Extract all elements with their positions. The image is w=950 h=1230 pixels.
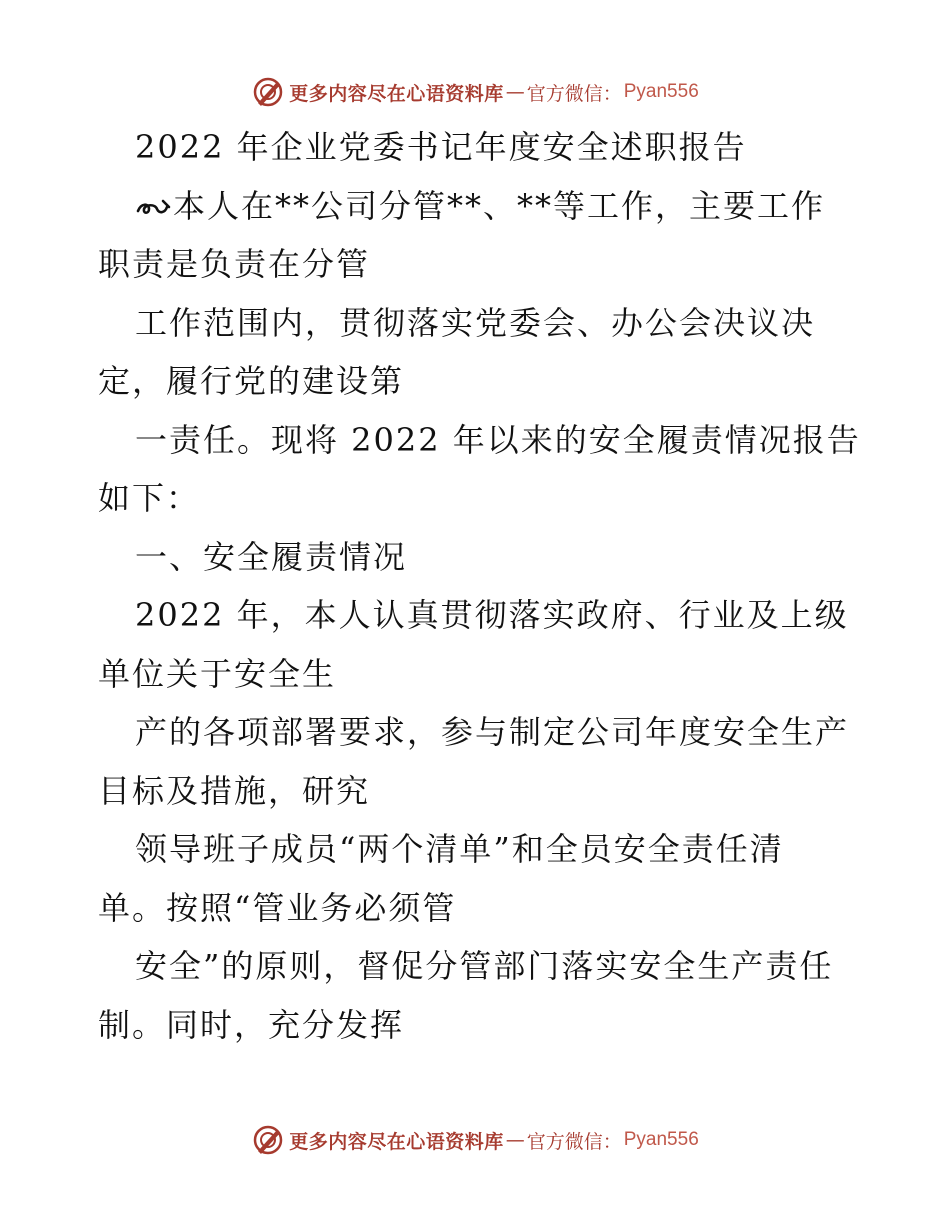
logo-pen-icon xyxy=(251,75,285,109)
flourish-icon xyxy=(135,195,173,219)
paragraph-line: 单位关于安全生 xyxy=(98,654,337,693)
banner-wechat-id: Pyan556 xyxy=(623,1129,699,1150)
paragraph-line: 工作范围内，贯彻落实党委会、办公会决议决 xyxy=(135,303,816,342)
footer-banner xyxy=(0,1120,950,1160)
paragraph-line: 如下： xyxy=(98,479,201,517)
paragraph-line: 单。按照“管业务必须管 xyxy=(98,888,457,927)
paragraph-line: 2022 年，本人认真贯彻落实政府、行业及上级 xyxy=(135,596,849,634)
paragraph-line: 职责是负责在分管 xyxy=(98,245,371,283)
banner-dash: — xyxy=(505,81,525,103)
section-heading: 一、安全履责情况 xyxy=(135,537,408,576)
logo-pen-icon xyxy=(251,1123,285,1157)
paragraph-line xyxy=(98,177,858,236)
paragraph-text: 本人在**公司分管**、**等工作，主要工作 xyxy=(173,186,826,225)
document-body xyxy=(98,118,861,1054)
paragraph-line: 制。同时，充分发挥 xyxy=(98,1005,405,1044)
banner-site-text: 更多内容尽在心语资料库 xyxy=(289,1130,504,1153)
paragraph-line: 一责任。现将 2022 年以来的安全履责情况报告 xyxy=(135,420,861,459)
paragraph-line: 领导班子成员“两个清单”和全员安全责任清 xyxy=(135,830,784,868)
banner-site-text: 更多内容尽在心语资料库 xyxy=(289,82,504,105)
banner-wechat-label: 官方微信： xyxy=(526,1130,622,1153)
paragraph-line: 产的各项部署要求，参与制定公司年度安全生产 xyxy=(135,713,850,751)
document-title: 2022 年企业党委书记年度安全述职报告 xyxy=(135,128,747,166)
banner-wechat-id: Pyan556 xyxy=(623,81,699,102)
paragraph-line: 安全”的原则，督促分管部门落实安全生产责任 xyxy=(135,947,834,985)
banner-wechat-label: 官方微信： xyxy=(526,82,622,105)
banner-dash: — xyxy=(505,1129,525,1151)
paragraph-line: 定，履行党的建设第 xyxy=(98,362,405,400)
paragraph-line: 目标及措施，研究 xyxy=(98,771,371,810)
header-banner xyxy=(0,72,950,112)
